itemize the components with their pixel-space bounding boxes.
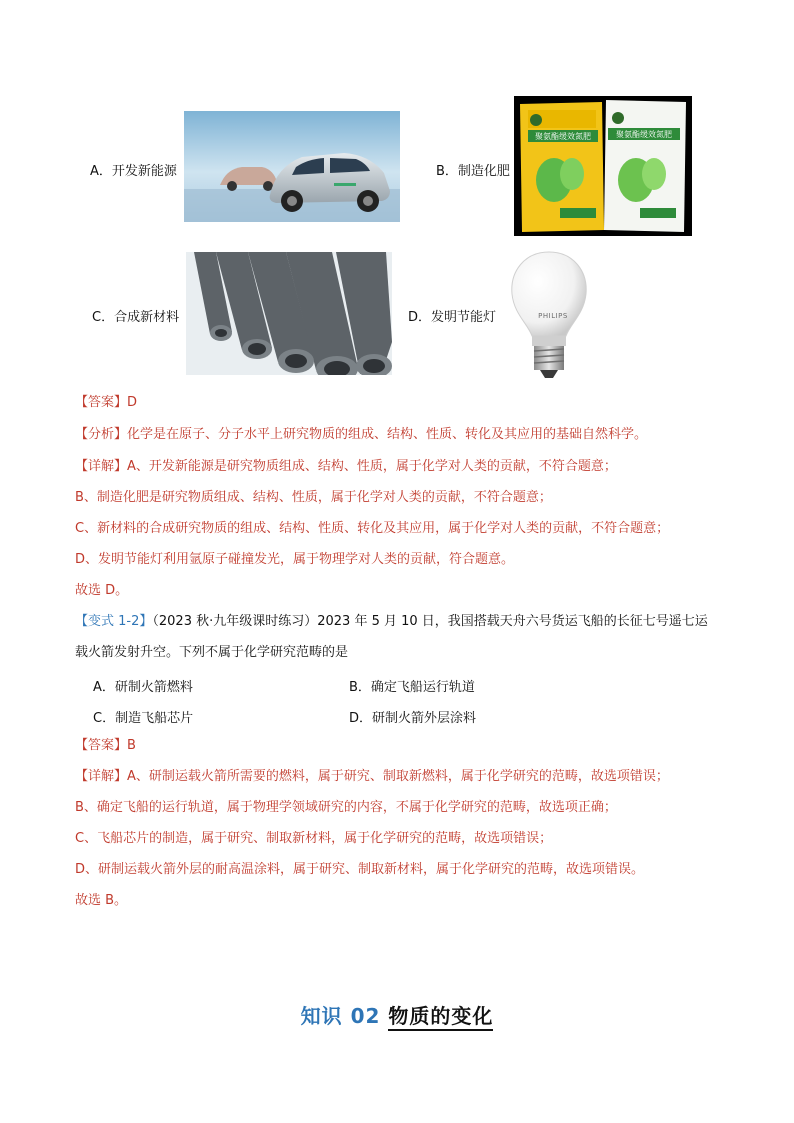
- q1-analysis-line: [75, 426, 647, 444]
- q1-answer-value: D: [127, 395, 138, 410]
- electric-car-image: [184, 111, 400, 222]
- detail-tag: 【详解】: [75, 459, 128, 474]
- q2-detail-a: A、研制运载火箭所需要的燃料，属于研究、制取新燃料，属于化学研究的范畴，故选项错误；: [127, 769, 669, 784]
- section-title: 物质的变化: [388, 1004, 493, 1031]
- q1-answer-line: [75, 394, 137, 412]
- q1-detail-a-line: [75, 458, 617, 476]
- q2-detail-b: B、确定飞船的运行轨道，属于物理学领域研究的内容，不属于化学研究的范畴，故选项正确；: [75, 800, 617, 815]
- variant-tag: 【变式 1-2】: [75, 614, 153, 629]
- q2-stem-1: 2023 年 5 月 10 日，我国搭载天舟六号货运飞船的长征七号遥七运: [317, 614, 708, 629]
- q2-option-b: B．确定飞船运行轨道: [349, 680, 475, 695]
- section-heading: [0, 1000, 794, 1029]
- q1-detail-b: B、制造化肥是研究物质组成、结构、性质，属于化学对人类的贡献，不符合题意；: [75, 490, 552, 505]
- detail-tag: 【详解】: [75, 769, 128, 784]
- option-c-label: C．合成新材料: [92, 310, 180, 325]
- q2-answer-value: B: [127, 738, 136, 753]
- q2-option-d: D．研制火箭外层涂料: [349, 711, 477, 726]
- q2-detail-a-line: [75, 768, 669, 786]
- analysis-tag: 【分析】: [75, 427, 128, 442]
- q2-option-a: A．研制火箭燃料: [93, 680, 193, 695]
- q2-detail-d: D、研制运载火箭外层的耐高温涂料，属于研究、制取新材料，属于化学研究的范畴，故选项错误。: [75, 862, 645, 877]
- fertilizer-bag-white-text: 聚氨酯缓效氮肥: [616, 130, 672, 139]
- q1-detail-d: D、发明节能灯利用氩原子碰撞发光，属于物理学对人类的贡献，符合题意。: [75, 552, 515, 567]
- q1-detail-c: C、新材料的合成研究物质的组成、结构、性质、转化及其应用，属于化学对人类的贡献，不符合题意；: [75, 521, 670, 536]
- q2-source: （2023 秋·九年级课时练习）: [152, 614, 318, 629]
- q2-conclusion: 故选 B。: [75, 893, 128, 908]
- answer-tag: 【答案】: [75, 738, 128, 753]
- section-number: 知识 02: [300, 1004, 381, 1028]
- fertilizer-bags-image: [514, 96, 692, 236]
- q1-conclusion: 故选 D。: [75, 583, 129, 598]
- q1-analysis-text: 化学是在原子、分子水平上研究物质的组成、结构、性质、转化及其应用的基础自然科学。: [127, 427, 648, 442]
- answer-tag: 【答案】: [75, 395, 128, 410]
- q2-stem-line-1: [75, 613, 708, 631]
- option-d-label: D．发明节能灯: [408, 310, 497, 325]
- q1-detail-a: A、开发新能源是研究物质组成、结构、性质，属于化学对人类的贡献，不符合题意；: [127, 459, 617, 474]
- q2-answer-line: [75, 737, 136, 755]
- fertilizer-bag-yellow-text: 聚氨酯缓效氮肥: [535, 132, 591, 141]
- option-a-label: A．开发新能源: [90, 164, 177, 179]
- q2-stem-2: 载火箭发射升空。下列不属于化学研究范畴的是: [75, 645, 349, 660]
- option-b-label: B．制造化肥: [436, 164, 510, 179]
- q2-option-c: C．制造飞船芯片: [93, 711, 194, 726]
- ceramic-tubes-image: [186, 252, 392, 375]
- light-bulb-image: [506, 248, 592, 382]
- q2-detail-c: C、飞船芯片的制造，属于研究、制取新材料，属于化学研究的范畴，故选项错误；: [75, 831, 553, 846]
- bulb-brand-text: PHILIPS: [538, 312, 568, 320]
